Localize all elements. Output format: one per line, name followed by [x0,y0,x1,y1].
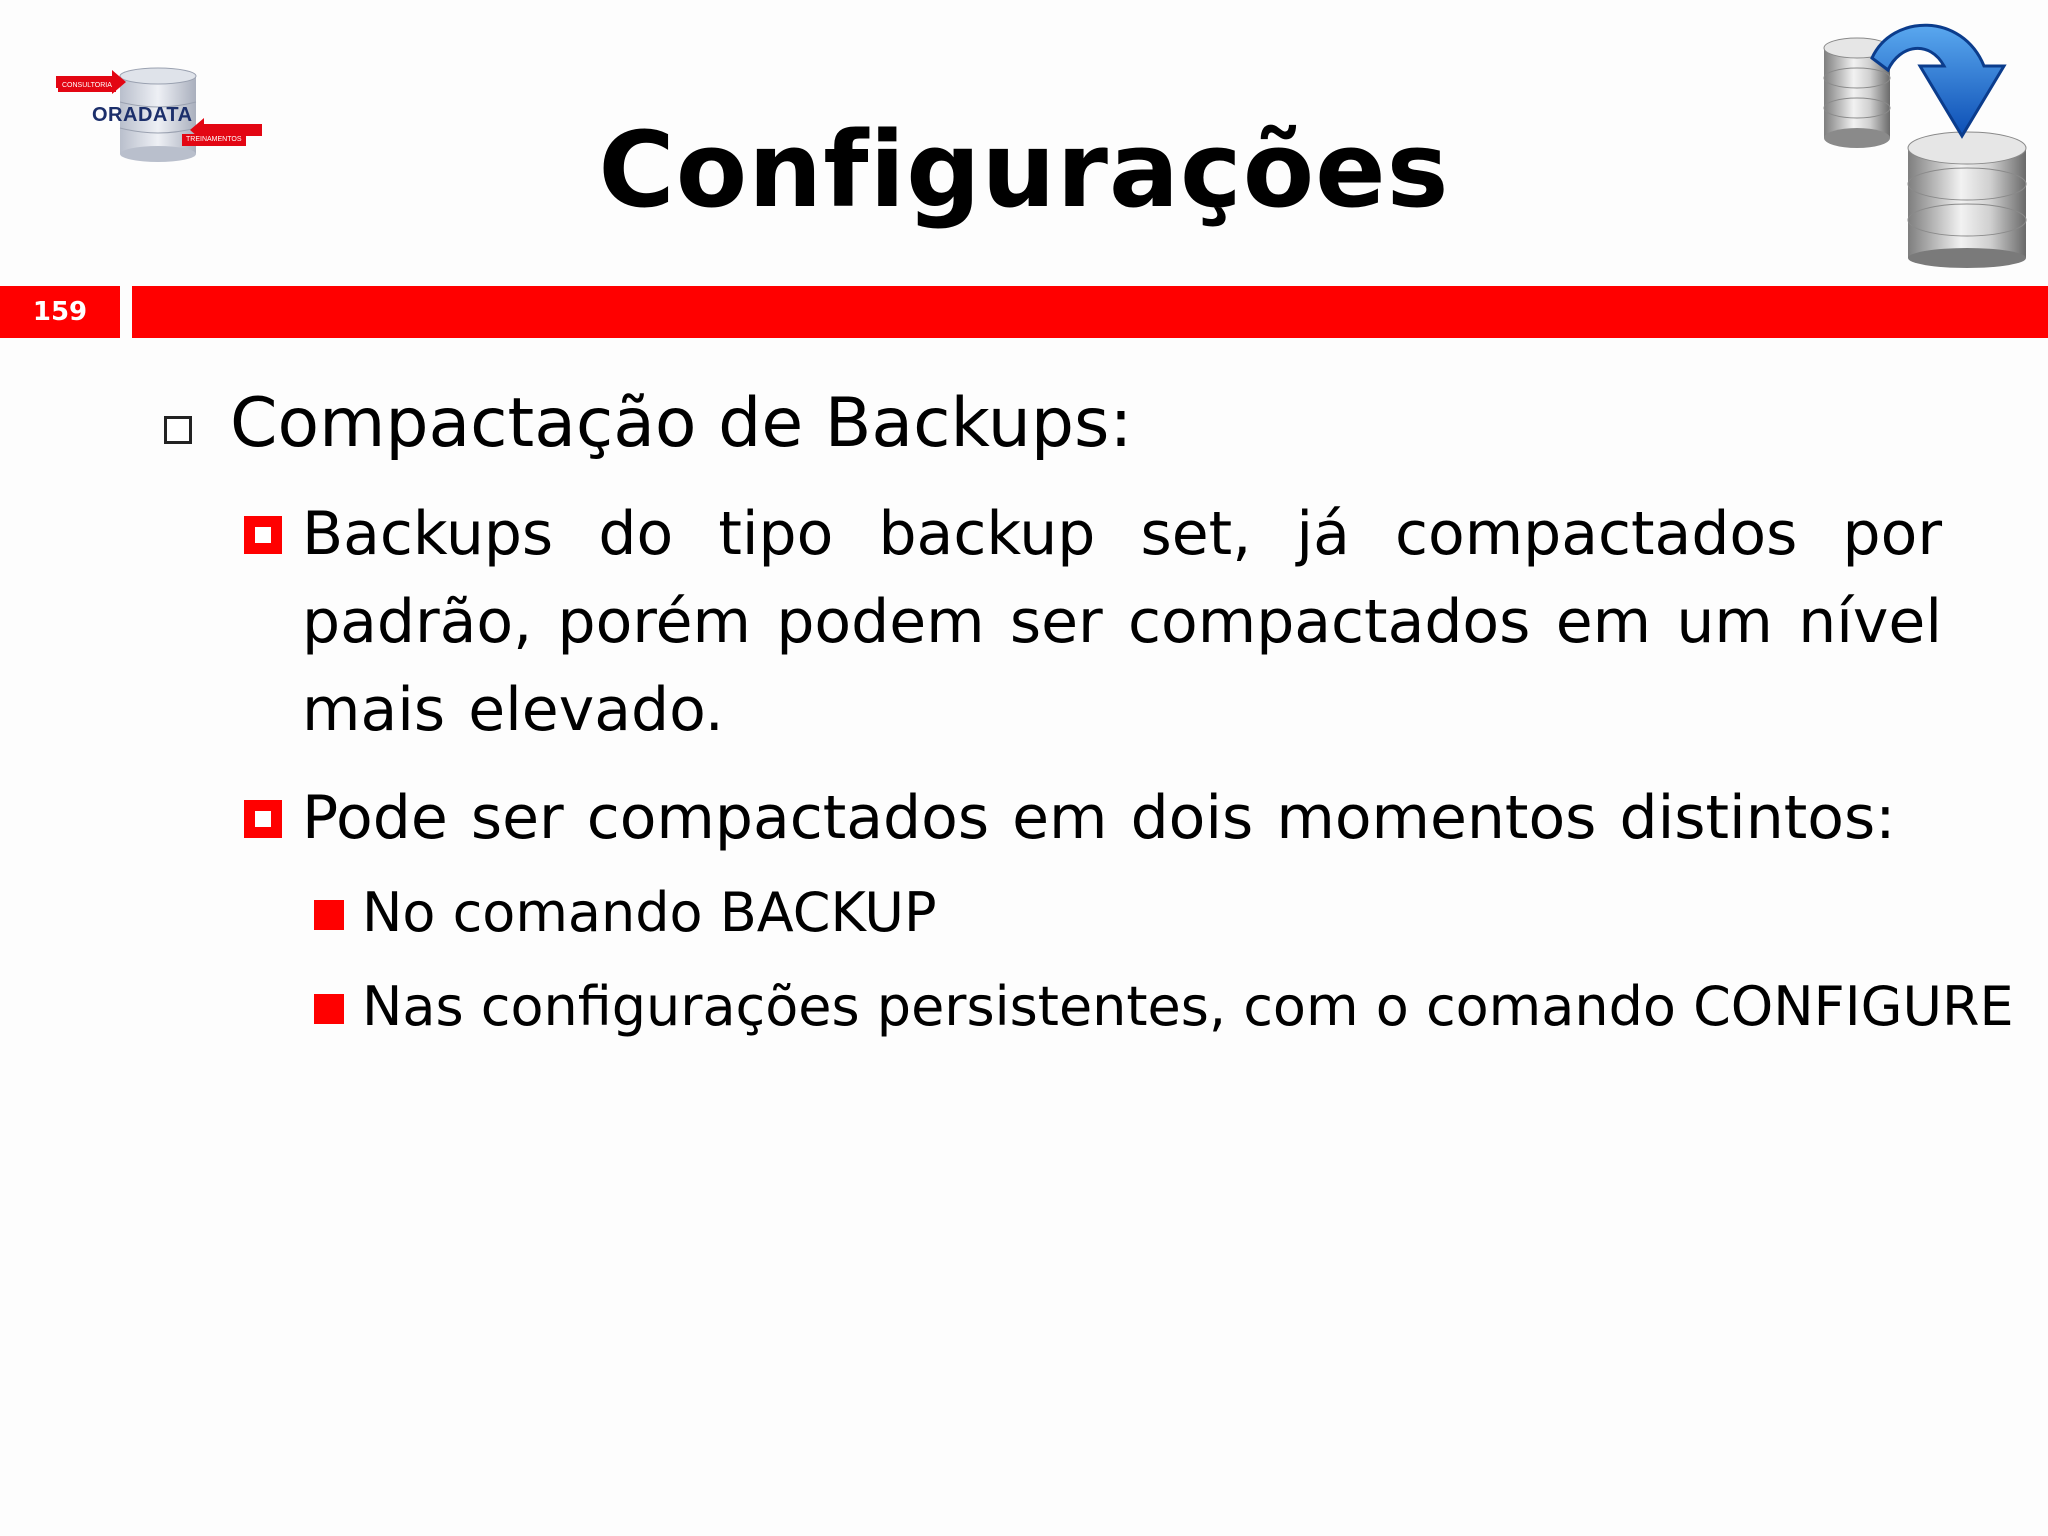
bullet-text: Backups do tipo backup set, já compactados por padrão, porém podem ser compactados em um nível mais elevado. [302,499,1942,745]
page-number: 159 [0,286,120,338]
boxed-square-icon [244,800,282,838]
bullet-text: No comando BACKUP [362,881,937,944]
bullet-text: Pode ser compactados em dois momentos distintos: [302,783,1896,853]
bullet-heading: Compactação de Backups: [230,384,1133,463]
filled-square-icon [314,900,344,930]
header-divider-bar [132,286,2048,338]
logo-name: ORADATA [92,104,193,126]
database-transfer-icon [1812,18,2048,268]
page-title: Configurações [598,109,1450,231]
filled-square-icon [314,994,344,1024]
bullet-text: Nas configurações persistentes, com o comando CONFIGURE [362,975,2014,1038]
logo-tag-treinamentos: TREINAMENTOS [182,134,246,146]
boxed-square-icon [244,516,282,554]
hollow-square-icon [164,416,192,444]
logo-tag-consultoria: CONSULTORIA [58,80,116,92]
